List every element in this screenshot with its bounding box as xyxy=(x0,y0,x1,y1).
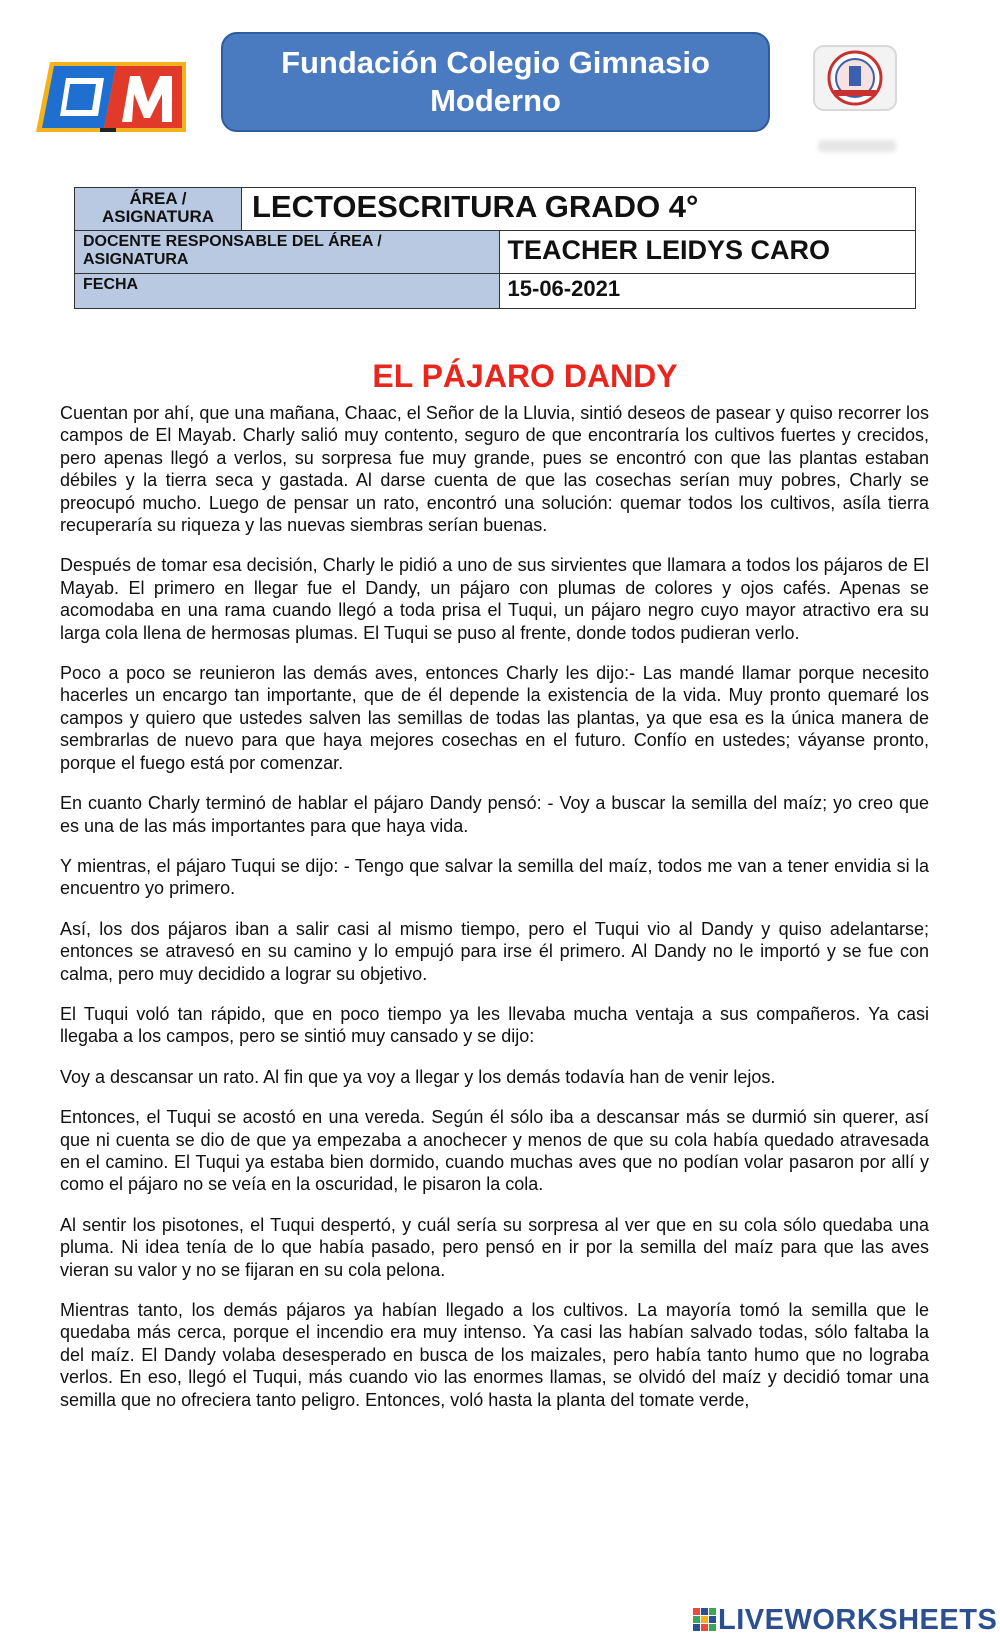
story-paragraph: El Tuqui voló tan rápido, que en poco tiempo ya les llevaba mucha ventaja a sus compañeros. Ya casi llegaba a los campos, pero se sintió muy cansado y se dijo: xyxy=(60,1003,929,1047)
crest-caption-blurred xyxy=(818,140,896,152)
liveworksheets-brand[interactable] xyxy=(692,1604,997,1636)
info-table xyxy=(74,187,916,309)
date-label: FECHA xyxy=(75,274,500,309)
school-logo-icon xyxy=(34,58,188,134)
school-crest-icon xyxy=(812,44,898,112)
date-value: 15-06-2021 xyxy=(499,274,915,309)
info-row-date xyxy=(75,274,916,309)
liveworksheets-logo-icon xyxy=(692,1607,718,1633)
school-name-banner xyxy=(221,32,770,132)
teacher-value: TEACHER LEIDYS CARO xyxy=(499,231,915,274)
area-value: LECTOESCRITURA GRADO 4° xyxy=(242,188,916,231)
story-paragraph: Después de tomar esa decisión, Charly le pidió a uno de sus sirvientes que llamara a todos los pájaros de El Mayab. El primero en llegar fue el Dandy, un pájaro con plumas de colores y ojos cafés. Apenas se acomodaba en una rama cuando llegó a toda prisa el Tuqui, un pájaro negro cuyo mayor atractivo era su larga cola llena de hermosas plumas. El Tuqui se puso al frente, donde todos pudieran verlo. xyxy=(60,555,929,643)
story-body xyxy=(60,402,929,1429)
story-paragraph: Voy a descansar un rato. Al fin que ya voy a llegar y los demás todavía han de venir lejos. xyxy=(60,1066,776,1087)
story-paragraph: Y mientras, el pájaro Tuqui se dijo: - Tengo que salvar la semilla del maíz, todos me van a tener envidia si la encuentro yo primero. xyxy=(60,855,929,899)
brand-label: LIVEWORKSHEETS xyxy=(718,1603,998,1636)
story-paragraph: Al sentir los pisotones, el Tuqui despertó, y cuál sería su sorpresa al ver que en su cola sólo quedaba una pluma. Ni idea tenía de lo que había pasado, pero pensó en ir por la semilla del maíz para que las aves vieran su valor y no se fijaran en su cola pelona. xyxy=(60,1214,929,1280)
info-row-teacher xyxy=(75,231,916,274)
school-name-line-2: Moderno xyxy=(430,83,561,118)
story-paragraph: Poco a poco se reunieron las demás aves, entonces Charly les dijo:- Las mandé llamar porque necesito hacerles un encargo tan importante, que de él depende la existencia de la vida. Muy pronto quemaré los campos y quiero que ustedes salven las semillas de todas las plantas, ya que esa es la única manera de sembrarlas de nuevo para que haya mejores cosechas en el futuro. Confío en ustedes; váyanse pronto, porque el fuego está por comenzar. xyxy=(60,663,929,773)
story-paragraph: Así, los dos pájaros iban a salir casi al mismo tiempo, pero el Tuqui vio al Dandy y quiso adelantarse; entonces se atravesó en su camino y lo empujó para irse él primero. Al Dandy no le importó y se fue con calma, pero muy decidido a lograr su objetivo. xyxy=(60,918,929,984)
story-paragraph: En cuanto Charly terminó de hablar el pájaro Dandy pensó: - Voy a buscar la semilla del maíz; yo creo que es una de las más importantes para que haya vida. xyxy=(60,793,929,836)
area-label: ÁREA / ASIGNATURA xyxy=(75,188,242,231)
story-paragraph: Cuentan por ahí, que una mañana, Chaac, el Señor de la Lluvia, sintió deseos de pasear y quiso recorrer los campos de El Mayab. Charly salió muy contento, seguro de que encontraría los cultivos fuertes y crecidos, pero apenas llegó a verlos, su sorpresa fue muy grande, pues se encontró con que las plantas estaban débiles y la tierra seca y gastada. Al darse cuenta de que las cosechas serían muy pobres, Charly se preocupó mucho. Luego de pensar un rato, encontró una solución: quemar todos los cultivos, asíla tierra recuperaría su riqueza y las nuevas siembras serían buenas. xyxy=(60,403,929,536)
story-paragraph: Mientras tanto, los demás pájaros ya habían llegado a los cultivos. La mayoría tomó la semilla que le quedaba más cerca, porque el incendio era muy intenso. Ya casi las habían salvado todas, sólo faltaba la del maíz. El Dandy volaba desesperado en busca de los maizales, pero había tanto humo que no lograba verlos. En eso, llegó el Tuqui, más cuando vio las enormes llamas, se olvidó del maíz y decidió tomar una semilla que no ofreciera tanto peligro. Entonces, voló hasta la planta del tomate verde, xyxy=(60,1300,929,1410)
story-paragraph: Entonces, el Tuqui se acostó en una vereda. Según él sólo iba a descansar más se durmió sin querer, así que ni cuenta se dio de que ya empezaba a anochecer y menos de que su cola había quedado atravesada en el camino. El Tuqui ya estaba bien dormido, cuando muchas aves que no podían volar pasaron por allí y como el pájaro no se veía en la oscuridad, le pisaron la cola. xyxy=(60,1107,929,1195)
teacher-label: DOCENTE RESPONSABLE DEL ÁREA / ASIGNATURA xyxy=(75,231,500,274)
school-name-line-1: Fundación Colegio Gimnasio xyxy=(281,45,710,80)
story-title: EL PÁJARO DANDY xyxy=(372,358,678,394)
info-row-area xyxy=(75,188,916,231)
